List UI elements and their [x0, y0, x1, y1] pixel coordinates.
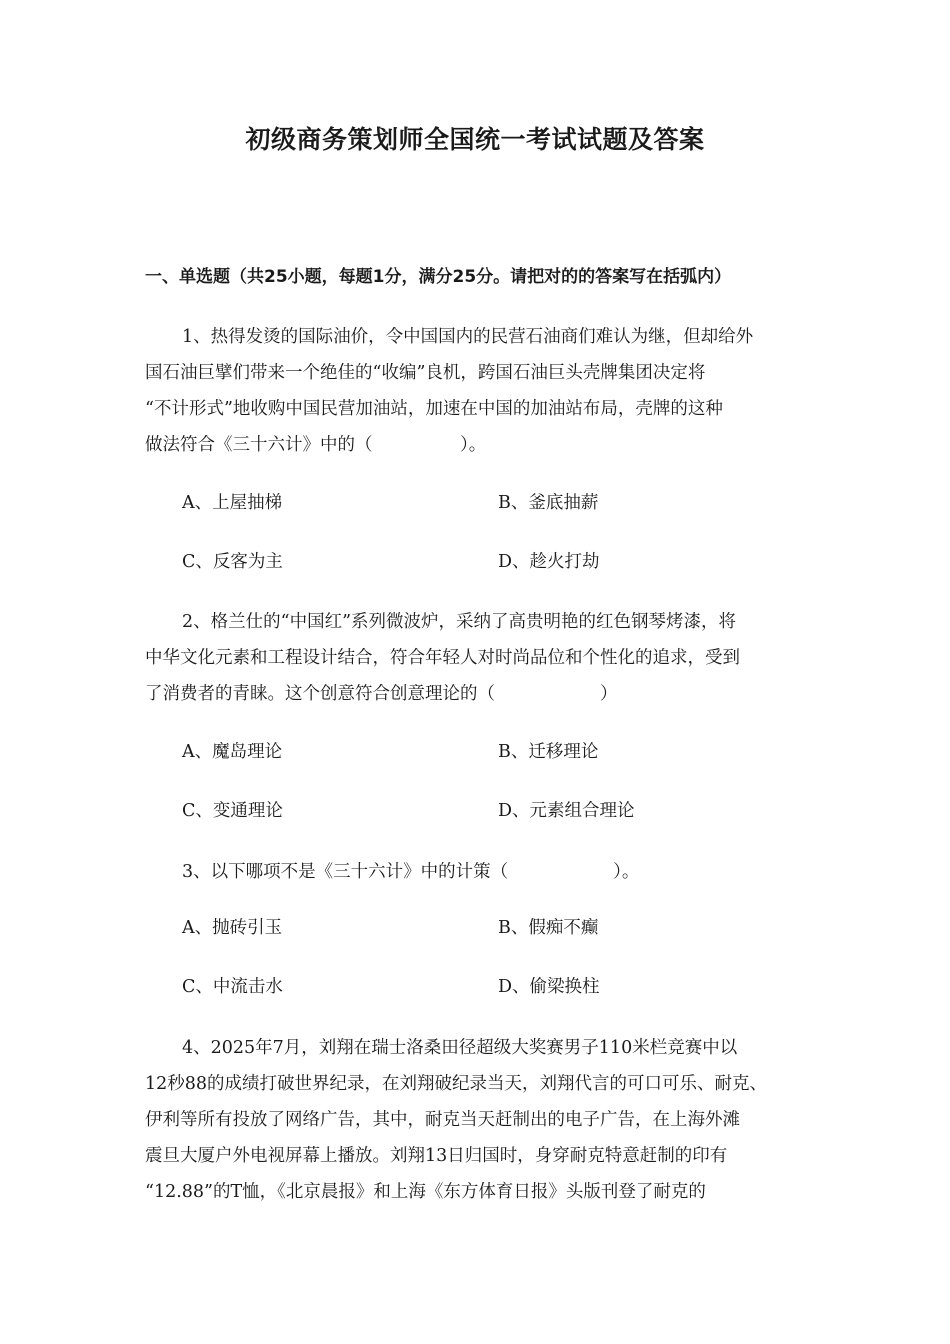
- section-heading: 一、单选题（共25小题，每题1分，满分25分。请把对的的答案写在括弧内）: [145, 267, 732, 287]
- question-2: [145, 604, 815, 712]
- option-a: A、魔岛理论: [182, 742, 283, 762]
- question-3: [145, 854, 815, 890]
- question-line: 做法符合《三十六计》中的（ ）。: [145, 435, 487, 455]
- question-line: 了消费者的青睐。这个创意符合创意理论的（ ）: [145, 684, 618, 704]
- option-row: [182, 738, 822, 774]
- question-3-options: [182, 914, 822, 1009]
- question-line: “不计形式”地收购中国民营加油站，加速在中国的加油站布局，壳牌的这种: [145, 399, 723, 419]
- question-4: [145, 1030, 815, 1210]
- option-d: D、趁火打劫: [498, 552, 600, 572]
- option-c: C、变通理论: [182, 801, 283, 821]
- option-b: B、迁移理论: [498, 742, 599, 762]
- question-line: 12秒88的成绩打破世界纪录，在刘翔破纪录当天，刘翔代言的可口可乐、耐克、: [145, 1074, 768, 1094]
- option-row: [182, 914, 822, 950]
- option-b: B、釜底抽薪: [498, 493, 599, 513]
- option-b: B、假痴不癫: [498, 918, 599, 938]
- question-line: “12.88”的T恤，《北京晨报》和上海《东方体育日报》头版刊登了耐克的: [145, 1182, 706, 1202]
- question-line: 伊利等所有投放了网络广告，其中，耐克当天赶制出的电子广告，在上海外滩: [145, 1110, 740, 1130]
- question-1: [145, 319, 815, 463]
- option-row: [182, 548, 822, 584]
- option-a: A、抛砖引玉: [182, 918, 283, 938]
- question-2-options: [182, 738, 822, 833]
- option-a: A、上屋抽梯: [182, 493, 283, 513]
- question-line: 1、热得发烫的国际油价，令中国国内的民营石油商们难认为继，但却给外: [182, 327, 754, 347]
- option-d: D、偷梁换柱: [498, 977, 600, 997]
- option-c: C、反客为主: [182, 552, 283, 572]
- option-row: [182, 489, 822, 525]
- question-line: 中华文化元素和工程设计结合，符合年轻人对时尚品位和个性化的追求，受到: [145, 648, 740, 668]
- question-line: 4、2025年7月，刘翔在瑞士洛桑田径超级大奖赛男子110米栏竞赛中以: [182, 1038, 738, 1058]
- option-row: [182, 797, 822, 833]
- option-d: D、元素组合理论: [498, 801, 635, 821]
- question-line: 3、以下哪项不是《三十六计》中的计策（ ）。: [182, 862, 640, 882]
- option-c: C、中流击水: [182, 977, 283, 997]
- question-1-options: [182, 489, 822, 584]
- question-line: 2、格兰仕的“中国红”系列微波炉，采纳了高贵明艳的红色钢琴烤漆，将: [182, 612, 737, 632]
- option-row: [182, 973, 822, 1009]
- question-line: 震旦大厦户外电视屏幕上播放。刘翔13日归国时，身穿耐克特意赶制的印有: [145, 1146, 728, 1166]
- page-title: 初级商务策划师全国统一考试试题及答案: [245, 125, 705, 154]
- question-line: 国石油巨擘们带来一个绝佳的“收编”良机，跨国石油巨头壳牌集团决定将: [145, 363, 706, 383]
